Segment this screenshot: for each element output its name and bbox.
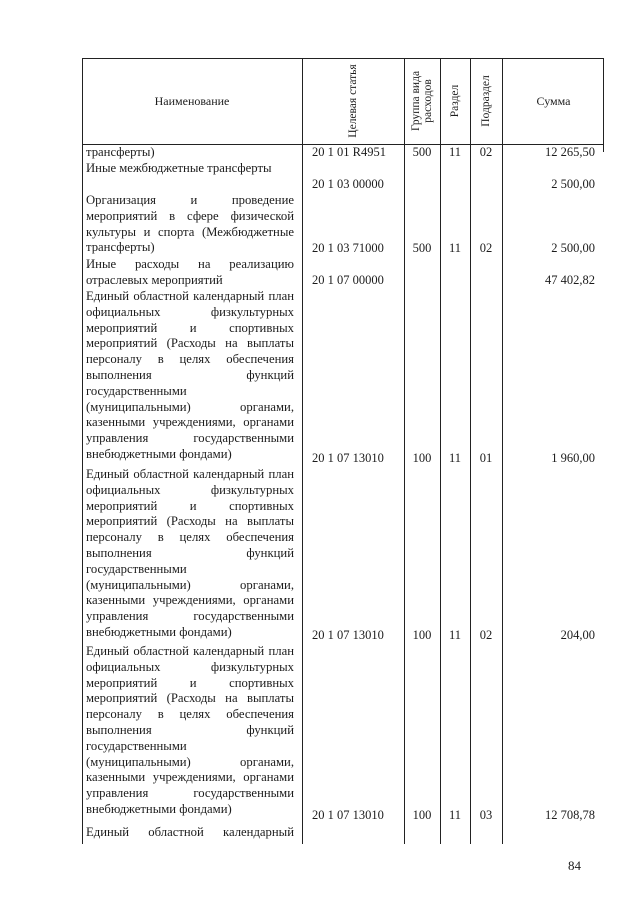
header-target-article: Целевая статья — [347, 64, 359, 138]
row-code: 20 1 03 00000 — [312, 177, 384, 191]
header-section: Раздел — [449, 84, 461, 118]
row-name: трансферты) — [86, 145, 155, 159]
row-group: 100 — [412, 808, 432, 822]
col-divider-name — [302, 58, 303, 844]
row-code: 20 1 07 13010 — [312, 628, 384, 642]
header-expense-group-line2: расходов — [422, 79, 434, 123]
page-number: 84 — [568, 858, 581, 873]
row-amount: 2 500,00 — [551, 241, 595, 255]
col-divider-code — [404, 58, 405, 844]
row-group: 100 — [412, 451, 432, 465]
table-right-border — [603, 58, 604, 152]
header-expense-group-line1: Группа вида — [410, 70, 422, 132]
row-subsection: 02 — [479, 628, 493, 642]
row-subsection: 02 — [479, 145, 493, 159]
row-name: Единый областной календарный план официальных физкультурных мероприятий и спортивных мероприятий (Расходы на выплаты персоналу в целях обеспечения выполнения функций государственными (муниципальными) органами, казенными учреждениями, органами управления государственными внебюджетными фондами) — [86, 644, 294, 816]
row-code: 20 1 07 13010 — [312, 451, 384, 465]
row-section: 11 — [448, 451, 462, 465]
row-group: 500 — [412, 145, 432, 159]
row-group: 100 — [412, 628, 432, 642]
header-subsection: Подраздел — [480, 75, 492, 127]
row-section: 11 — [448, 808, 462, 822]
row-amount: 12 708,78 — [545, 808, 595, 822]
row-code: 20 1 07 13010 — [312, 808, 384, 822]
table-left-border — [82, 58, 83, 844]
row-section: 11 — [448, 241, 462, 255]
row-section: 11 — [448, 628, 462, 642]
row-section: 11 — [448, 145, 462, 159]
table-top-border — [82, 58, 604, 59]
row-group: 500 — [412, 241, 432, 255]
row-subsection: 01 — [479, 451, 493, 465]
row-amount: 12 265,50 — [545, 145, 595, 159]
col-divider-group — [440, 58, 441, 844]
row-name: Единый областной календарный план официальных физкультурных мероприятий и спортивных мероприятий (Расходы на выплаты персоналу в целях обеспечения выполнения функций государственными (муниципальными) органами, казенными учреждениями, органами управления государственными внебюджетными фондами) — [86, 289, 294, 461]
row-amount: 1 960,00 — [551, 451, 595, 465]
row-amount: 204,00 — [560, 628, 595, 642]
row-name: Единый областной календарный — [86, 825, 294, 839]
row-name: Единый областной календарный план официальных физкультурных мероприятий и спортивных мероприятий (Расходы на выплаты персоналу в целях обеспечения выполнения функций государственными (муниципальными) органами, казенными учреждениями, органами управления государственными внебюджетными фондами) — [86, 467, 294, 639]
row-name: Иные межбюджетные трансферты — [86, 161, 272, 175]
header-expense-group — [410, 71, 434, 131]
row-amount: 2 500,00 — [551, 177, 595, 191]
row-code: 20 1 07 00000 — [312, 273, 384, 287]
col-divider-subsection — [502, 58, 503, 844]
row-name: Организация и проведение мероприятий в сфере физической культуры и спорта (Межбюджетные трансферты) — [86, 193, 294, 255]
row-subsection: 02 — [479, 241, 493, 255]
header-name: Наименование — [154, 94, 230, 108]
row-amount: 47 402,82 — [545, 273, 595, 287]
header-amount: Сумма — [536, 94, 571, 108]
row-code: 20 1 01 R4951 — [312, 145, 386, 159]
col-divider-section — [470, 58, 471, 844]
row-name: Иные расходы на реализацию отраслевых мероприятий — [86, 257, 294, 287]
row-subsection: 03 — [479, 808, 493, 822]
row-code: 20 1 03 71000 — [312, 241, 384, 255]
